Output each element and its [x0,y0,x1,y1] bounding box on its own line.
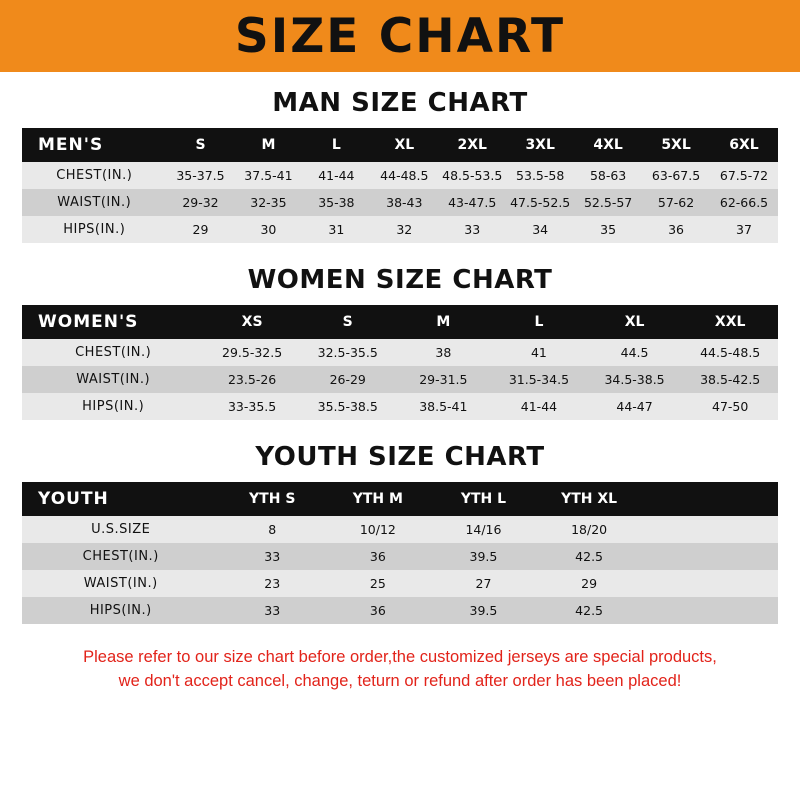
table-cell: 42.5 [536,597,642,624]
women-size-table [22,305,778,420]
table-cell: 8 [219,516,325,543]
table-cell: 62-66.5 [710,189,778,216]
column-header: 6XL [710,128,778,162]
table-cell: 47.5-52.5 [506,189,574,216]
table-cell: 32 [370,216,438,243]
table-cell: 36 [325,543,431,570]
table-cell-spacer [642,597,778,624]
table-cell: 32-35 [234,189,302,216]
table-cell: 33 [438,216,506,243]
table-cell: 42.5 [536,543,642,570]
table-cell: 38-43 [370,189,438,216]
table-row [22,516,778,543]
row-label: CHEST(IN.) [22,339,204,366]
table-cell: 37.5-41 [234,162,302,189]
column-header: S [167,128,235,162]
table-cell: 41-44 [491,393,587,420]
men-table-header [22,128,778,162]
table-row [22,570,778,597]
column-header: XL [370,128,438,162]
row-label: WAIST(IN.) [22,570,219,597]
column-header: M [396,305,492,339]
column-header: 3XL [506,128,574,162]
footer-note-line1: Please refer to our size chart before order,the customized jerseys are special products, [83,648,717,666]
table-cell: 23.5-26 [204,366,300,393]
table-cell: 35-38 [302,189,370,216]
table-cell: 18/20 [536,516,642,543]
youth-size-table [22,482,778,624]
table-cell: 31 [302,216,370,243]
table-cell: 25 [325,570,431,597]
table-cell: 33 [219,543,325,570]
table-cell: 35-37.5 [167,162,235,189]
table-cell: 29 [167,216,235,243]
table-cell: 44.5-48.5 [682,339,778,366]
table-cell: 52.5-57 [574,189,642,216]
men-table-body [22,162,778,243]
row-label: CHEST(IN.) [22,162,167,189]
column-header: S [300,305,396,339]
column-header-spacer [642,482,778,516]
table-cell: 63-67.5 [642,162,710,189]
section-title-men: MAN SIZE CHART [272,88,528,118]
section-title-women: WOMEN SIZE CHART [247,265,553,295]
column-header: 5XL [642,128,710,162]
table-cell: 10/12 [325,516,431,543]
table-cell: 67.5-72 [710,162,778,189]
table-cell: 48.5-53.5 [438,162,506,189]
table-cell: 57-62 [642,189,710,216]
table-cell: 37 [710,216,778,243]
table-cell: 47-50 [682,393,778,420]
table-cell: 38.5-41 [396,393,492,420]
table-cell: 34 [506,216,574,243]
table-cell: 53.5-58 [506,162,574,189]
table-cell: 29.5-32.5 [204,339,300,366]
page-title: SIZE CHART [234,8,566,64]
women-table-header [22,305,778,339]
table-cell: 31.5-34.5 [491,366,587,393]
section-title-youth: YOUTH SIZE CHART [255,442,545,472]
column-header: XS [204,305,300,339]
table-cell: 39.5 [431,543,537,570]
table-cell: 38 [396,339,492,366]
column-header: 4XL [574,128,642,162]
table-header-row [22,482,778,516]
table-cell: 29-31.5 [396,366,492,393]
column-header: YTH S [219,482,325,516]
table-cell: 23 [219,570,325,597]
table-cell: 44-48.5 [370,162,438,189]
column-header: YTH L [431,482,537,516]
table-cell: 38.5-42.5 [682,366,778,393]
row-label: CHEST(IN.) [22,543,219,570]
table-cell: 29 [536,570,642,597]
table-cell: 41 [491,339,587,366]
table-header-row [22,128,778,162]
table-cell: 29-32 [167,189,235,216]
table-cell: 27 [431,570,537,597]
youth-table-body [22,516,778,624]
table-cell: 44-47 [587,393,683,420]
table-row [22,189,778,216]
table-cell: 44.5 [587,339,683,366]
column-header: M [234,128,302,162]
table-cell-spacer [642,543,778,570]
women-table-body [22,339,778,420]
men-size-table [22,128,778,243]
content [0,72,800,800]
table-row [22,366,778,393]
row-label: WAIST(IN.) [22,189,167,216]
column-header: XL [587,305,683,339]
table-row [22,339,778,366]
youth-table-header [22,482,778,516]
column-header: L [302,128,370,162]
table-row [22,393,778,420]
table-row [22,543,778,570]
row-label: HIPS(IN.) [22,216,167,243]
table-cell: 33-35.5 [204,393,300,420]
table-header-row [22,305,778,339]
footer-note [22,646,778,694]
table-row [22,597,778,624]
column-header: XXL [682,305,778,339]
column-header: L [491,305,587,339]
banner [0,0,800,72]
column-header: MEN'S [22,128,167,162]
table-cell: 43-47.5 [438,189,506,216]
table-cell: 36 [642,216,710,243]
table-cell-spacer [642,516,778,543]
table-cell: 26-29 [300,366,396,393]
table-cell: 36 [325,597,431,624]
table-cell: 41-44 [302,162,370,189]
table-cell: 30 [234,216,302,243]
table-cell-spacer [642,570,778,597]
row-label: WAIST(IN.) [22,366,204,393]
table-cell: 35.5-38.5 [300,393,396,420]
table-row [22,216,778,243]
table-cell: 32.5-35.5 [300,339,396,366]
table-cell: 39.5 [431,597,537,624]
row-label: U.S.SIZE [22,516,219,543]
column-header: 2XL [438,128,506,162]
column-header: WOMEN'S [22,305,204,339]
row-label: HIPS(IN.) [22,393,204,420]
table-cell: 14/16 [431,516,537,543]
table-cell: 34.5-38.5 [587,366,683,393]
column-header: YOUTH [22,482,219,516]
column-header: YTH XL [536,482,642,516]
footer-note-line2: we don't accept cancel, change, teturn or refund after order has been placed! [118,671,682,690]
column-header: YTH M [325,482,431,516]
table-row [22,162,778,189]
table-cell: 58-63 [574,162,642,189]
table-cell: 33 [219,597,325,624]
row-label: HIPS(IN.) [22,597,219,624]
table-cell: 35 [574,216,642,243]
